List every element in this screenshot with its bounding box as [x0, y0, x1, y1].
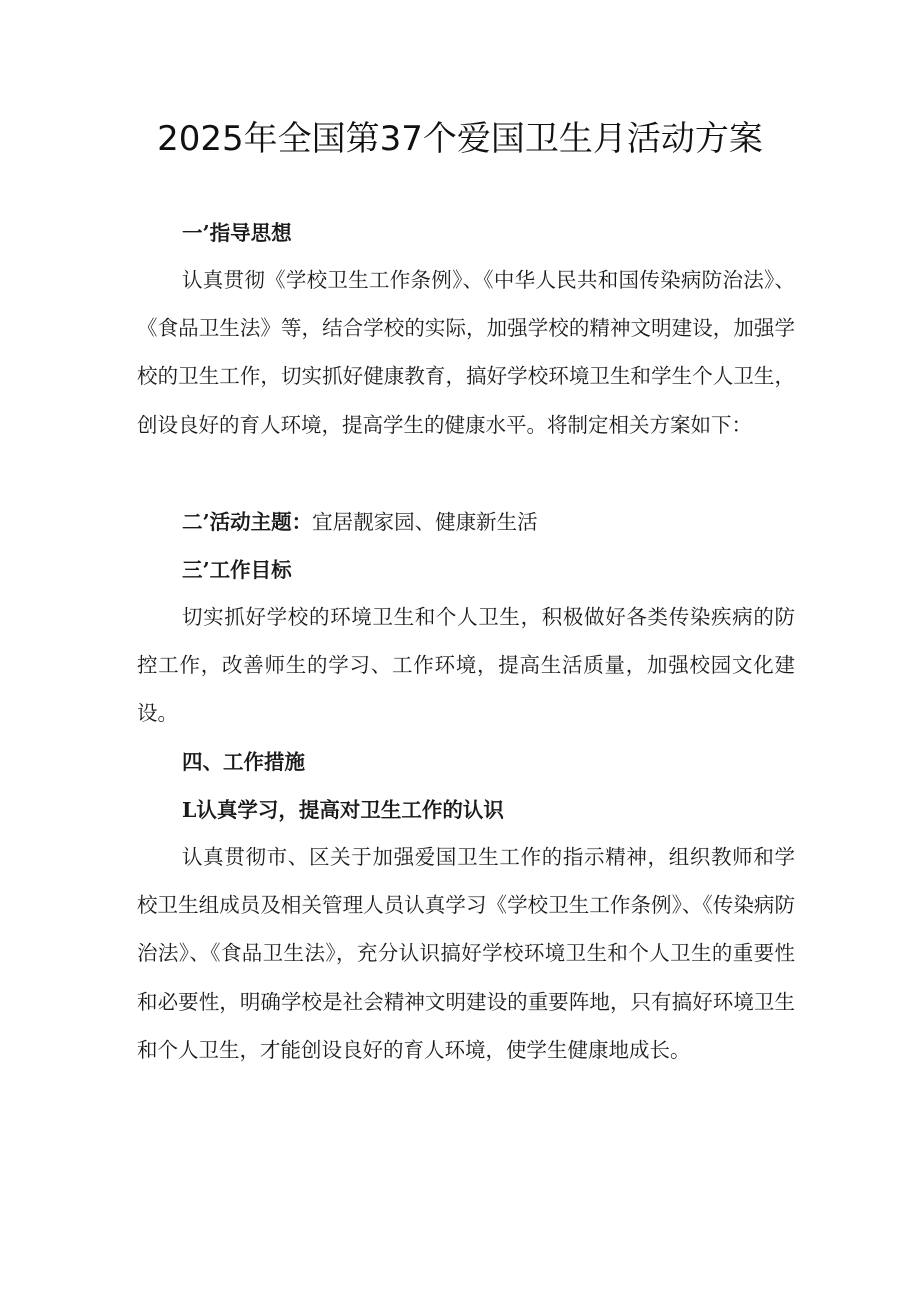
section-paragraph-guiding-ideology: 认真贯彻《学校卫生工作条例》、《中华人民共和国传染病防治法》、《食品卫生法》等，结合学校的实际，加强学校的精神文明建设，加强学校的卫生工作，切实抓好健康教育，搞好学校环境卫生和学生个人卫生，创设良好的育人环境，提高学生的健康水平。将制定相关方案如下：: [137, 268, 795, 437]
section-heading-work-measures: 四、工作措施: [182, 750, 305, 774]
section-heading-activity-theme: [182, 507, 802, 537]
section-paragraph-work-goals: 切实抓好学校的环境卫生和个人卫生，积极做好各类传染疾病的防控工作，改善师生的学习、工作环境，提高生活质量，加强校园文化建设。: [137, 605, 795, 726]
subsection-heading-study: L认真学习，提高对卫生工作的认识: [182, 798, 504, 822]
subsection-paragraph-study: 认真贯彻市、区关于加强爱国卫生工作的指示精神，组织教师和学校卫生组成员及相关管理人员认真学习《学校卫生工作条例》、《传染病防治法》、《食品卫生法》，充分认识搞好学校环境卫生和个人卫生的重要性和必要性，明确学校是社会精神文明建设的重要阵地，只有搞好环境卫生和个人卫生，才能创设良好的育人环境，使学生健康地成长。: [137, 845, 795, 1062]
activity-theme-value: 宜居靓家园、健康新生活: [312, 510, 538, 534]
document-title: 2025年全国第37个爱国卫生月活动方案: [157, 119, 763, 159]
section-heading-guiding-ideology: 一’指导思想: [182, 221, 292, 245]
activity-theme-label: 二’活动主题：: [182, 510, 313, 534]
section-heading-work-goals: 三’工作目标: [182, 558, 292, 582]
